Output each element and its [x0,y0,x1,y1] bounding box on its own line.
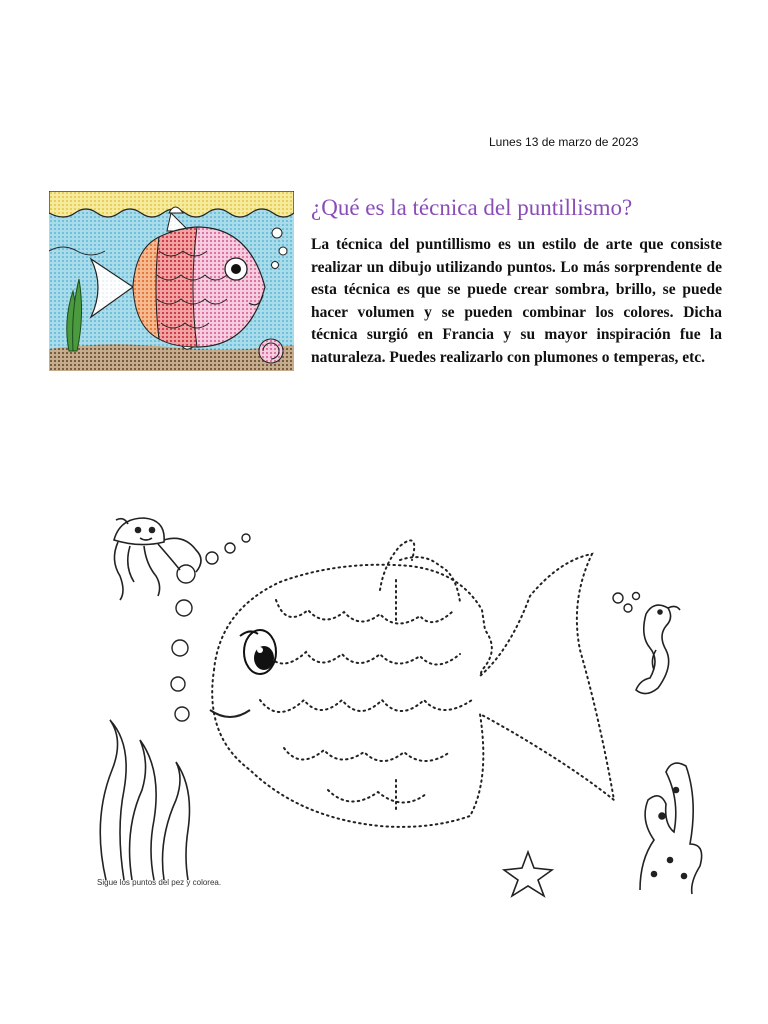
dot-to-dot-fish-worksheet [80,500,720,910]
page-title: ¿Qué es la técnica del puntillismo? [311,195,633,220]
pointillism-fish-illustration [49,191,294,371]
document-date: Lunes 13 de marzo de 2023 [489,135,639,149]
body-paragraph: La técnica del puntillismo es un estilo de arte que consiste realizar un dibujo utilizando puntos. Lo más sorprendente de esta técnica es que se puede crear sombra, brillo, se puede hacer volumen y se pueden combinar los colores. Dicha técnica surgió en Francia y su mayor inspiración fue la naturaleza. Puedes realizarlo con plumones o temperas, etc. [311,236,722,366]
worksheet-caption: Sigue los puntos del pez y colorea. [97,878,222,887]
